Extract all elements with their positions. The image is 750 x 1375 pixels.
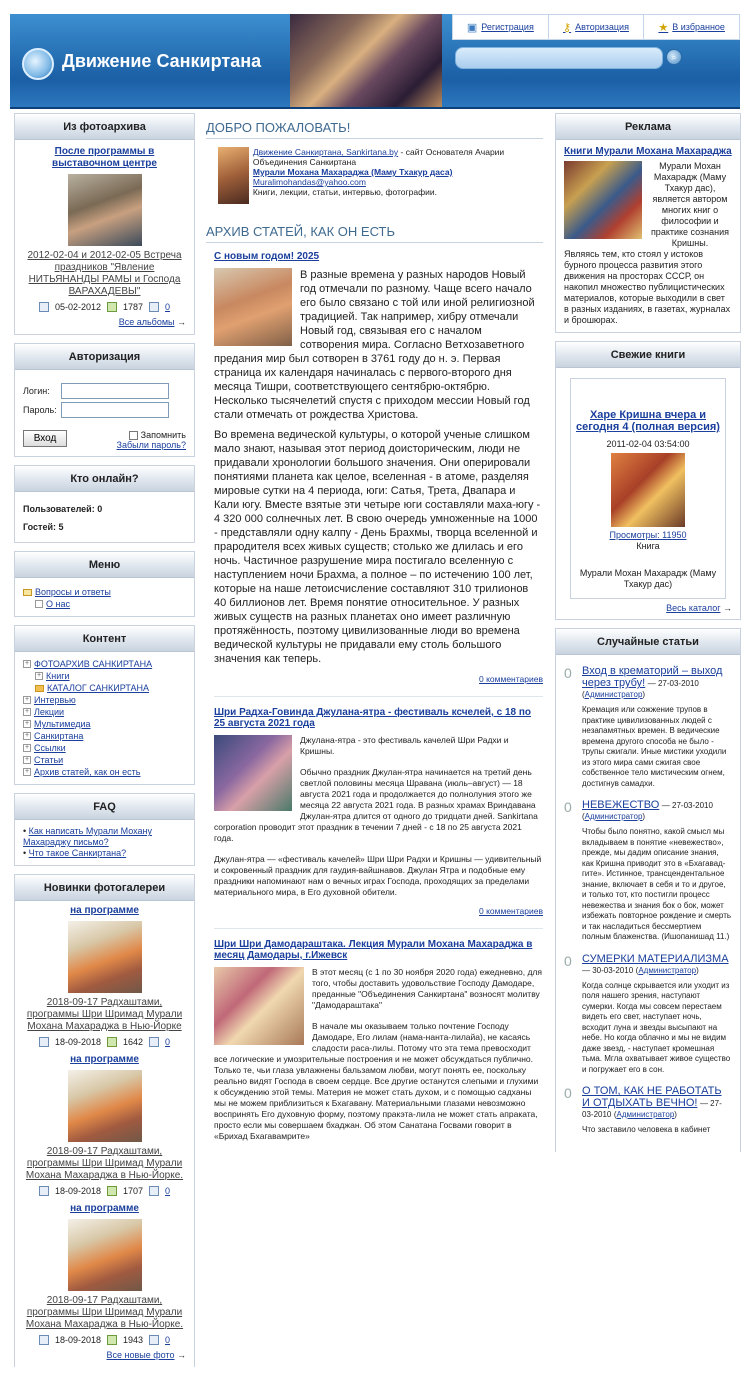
key-icon: ⚷ <box>563 21 572 34</box>
menu-item-faq[interactable]: Вопросы и ответы <box>35 587 111 598</box>
gallery-caption[interactable]: 2018-09-17 Радхаштами, программы Шри Шримад Мурали Мохана Махараджа в Нью-Йорке. <box>25 1146 184 1182</box>
views-icon <box>107 1037 117 1047</box>
article <box>214 939 543 1142</box>
site-title[interactable]: Движение Санкиртана <box>62 51 262 71</box>
online-guests: Гостей: 5 <box>23 522 64 533</box>
book-date: 2011-02-04 03:54:00 <box>606 439 690 449</box>
article-text: Джулан-ятра — «фестиваль качелей» Шри Шри Радхи и Кришны — удивительный и сокровенный праздник для гаудия-вайшнавов. Джулан Ятра и подобные ему праздники напоминают нам о вечных играх Господа, проходящих за пределами материального мира, в Его духовной обители. <box>214 854 542 897</box>
book-author: Мурали Мохан Махарадж (Маму Тхакур дас) <box>579 568 717 589</box>
expand-icon[interactable]: + <box>36 672 42 680</box>
site-desc: - сайт Основателя Ачарии Объединения Санкиртана <box>252 147 505 167</box>
books-ad-image[interactable] <box>564 161 642 239</box>
forgot-password-link[interactable]: Забыли пароль? <box>116 440 186 451</box>
photo-archive-box: Из фотоархива После программы в выставочном центре 2012-02-04 и 2012-02-05 Встреча праздников "Явление НИТЬЯНАНДЫ РАМЫ и Господа ВАРАХАДЕВЫ" 05-02-2012 1787 0 Все альбомы → <box>14 113 195 335</box>
views-icon <box>107 1186 117 1196</box>
author-link[interactable]: Администратор <box>616 1110 675 1119</box>
password-input[interactable] <box>61 402 169 418</box>
site-header <box>10 14 740 109</box>
author-link[interactable]: Администратор <box>584 812 643 821</box>
expand-icon[interactable]: + <box>24 732 30 740</box>
header-links <box>452 14 740 40</box>
random-article-summary: Когда солнце скрывается или уходит из поля нашего зрения, наступают сумерки. Когда мы совсем перестаем видеть его свет, наступает ночь, всходит луна и звезды высыпают на небе. Но когда облачно и мы не видим даже звезд, - наступает кромешная тьма. Мгла охватывает живое существо и погружает его в сон. <box>582 980 731 1074</box>
online-title: Кто онлайн? <box>15 466 194 492</box>
article-image <box>214 268 292 346</box>
expand-icon[interactable]: + <box>24 744 30 752</box>
gallery-item: на программе 2018-09-17 Радхаштами, программы Шри Шримад Мурали Мохана Махараджа в Нью-Йорке 18-09-2018 1642 0 <box>23 905 186 1048</box>
gallery-link[interactable]: на программе <box>70 905 139 917</box>
gallery-item: на программе 2018-09-17 Радхаштами, программы Шри Шримад Мурали Мохана Махараджа в Нью-Йорке. 18-09-2018 1943 0 <box>23 1203 186 1346</box>
gallery-caption[interactable]: 2018-09-17 Радхаштами, программы Шри Шримад Мурали Мохана Махараджа в Нью-Йорке. <box>25 1295 184 1331</box>
search-input[interactable] <box>455 47 663 69</box>
gallery-photo[interactable] <box>68 1219 142 1291</box>
photo-archive-title: Из фотоархива <box>15 114 194 140</box>
content-box <box>14 625 195 785</box>
all-albums-link[interactable]: Все альбомы <box>118 317 175 327</box>
gallery-item: на программе 2018-09-17 Радхаштами, программы Шри Шримад Мурали Мохана Махараджа в Нью-Йорке. 18-09-2018 1707 0 <box>23 1054 186 1197</box>
expand-icon[interactable]: + <box>24 696 30 704</box>
search-icon: ⌕ <box>671 52 677 62</box>
faq-item[interactable]: Что такое Санкиртана? <box>28 848 127 859</box>
rating-count: 0 <box>564 799 572 815</box>
random-article: 0 Вход в крематорий – выход через трубу! — 27-03-2010 (Администратор) Кремация или сожжение трупов в практике цивилизованных людей с незапамятных времен. В ведические времена другого способа не было - трупы сжигали. Иные мистики уходили из этого мира сами сжигая свое собственное тело мистическим огнем, достигнув самадхи. <box>564 665 732 789</box>
article <box>214 251 543 684</box>
content-item-sankirtana[interactable]: Санкиртана <box>34 731 84 742</box>
book-views[interactable]: Просмотры: 11950 <box>609 530 687 540</box>
ads-body: Являясь тем, кто стоял у истоков бурного процесса развития этого движения на просторах СССР, он накопил множество публицистических материалов, которые выходили в свет в разных изданиях, в газетах, журналах и брошюрах. <box>564 249 731 325</box>
content-item-catalog[interactable]: КАТАЛОГ САНКИРТАНА <box>47 683 150 694</box>
star-icon: ★ <box>658 21 669 34</box>
search-button[interactable] <box>666 49 682 65</box>
random-article-title[interactable]: Вход в крематорий – выход через трубу! <box>582 665 723 689</box>
divider <box>214 696 543 697</box>
calendar-icon <box>39 302 49 312</box>
random-article-title[interactable]: О ТОМ, КАК НЕ РАБОТАТЬ И ОТДЫХАТЬ ВЕЧНО! <box>582 1085 722 1109</box>
article-image <box>214 735 292 811</box>
login-link[interactable]: ⚷ Авторизация <box>549 15 645 39</box>
album-link[interactable]: После программы в выставочном центре <box>52 146 157 169</box>
content-item-links[interactable]: Ссылки <box>34 743 66 754</box>
content-item-multimedia[interactable]: Мультимедиа <box>34 719 91 730</box>
header-top-strip <box>0 0 750 14</box>
faq-box: FAQ • Как написать Мурали Мохану Махараджу письмо? • Что такое Санкиртана? <box>14 793 195 866</box>
article-text: Обычно праздник Джулан-ятра начинается на третий день светлой половины месяца Шравана (июль–август) — 18 августа 2021 года и продолжается до полнолуния этого же месяца 22 августа 2021 года. В разных храмах Вриндавана Джулан-ятра длится от одного до тридцати дней. Sankirtana corporation проводит этот праздник в течении 7 дней - с 18 по 25 августа 2021 года. <box>214 767 538 843</box>
views-icon <box>107 1335 117 1345</box>
expand-icon[interactable]: + <box>24 756 30 764</box>
gallery-box: Новинки фотогалереи на программе 2018-09-17 Радхаштами, программы Шри Шримад Мурали Мохана Махараджа в Нью-Йорке 18-09-2018 1642 0 на программе 2018-09-17 Радхаштами, программы Шри Шримад Мурали Мохана Махараджа в Нью-Йорке. 18-09-2018 1707 0 на программе 2018-09-17 Радхаштами, программы Шри Шримад Мурали Мохана Махараджа в Нью-Йорке. 18-09-2018 1943 0 Все новые фото → <box>14 874 195 1367</box>
online-box <box>14 465 195 543</box>
remember-checkbox[interactable] <box>129 431 138 440</box>
article <box>214 707 543 916</box>
content-item-lectures[interactable]: Лекции <box>34 707 65 718</box>
article-text: В этот месяц (с 1 по 30 ноября 2020 года) ежедневно, для того, чтобы доставить удовольствие Господу Дамодаре, преданные "Объединения Санкиртана" возносят молитву "Дамодараштака" <box>312 967 542 1010</box>
faq-icon <box>23 589 32 596</box>
password-label: Пароль: <box>23 405 57 415</box>
new-books-title: Свежие книги <box>556 342 740 368</box>
gallery-caption[interactable]: 2018-09-17 Радхаштами, программы Шри Шримад Мурали Мохана Махараджа в Нью-Йорке <box>26 997 183 1033</box>
globe-logo-icon[interactable] <box>22 48 54 80</box>
expand-icon[interactable]: + <box>24 768 30 776</box>
menu-title: Меню <box>15 552 194 578</box>
comments-link[interactable]: 0 комментариев <box>479 674 543 684</box>
main-content <box>206 120 543 1142</box>
gallery-photo[interactable] <box>68 921 142 993</box>
book-card <box>570 378 726 599</box>
register-link[interactable]: ▣ Регистрация <box>453 15 549 39</box>
views-icon <box>107 302 117 312</box>
random-article-summary: Что заставило человека в кабинет <box>582 1125 711 1134</box>
random-articles-title: Случайные статьи <box>556 629 740 655</box>
online-users: Пользователей: 0 <box>23 504 103 515</box>
ads-side-text: Мурали Мохан Махарадж (Маму Тхакур дас), является автором многих книг о философии и практике сознания Кришны. <box>650 161 730 248</box>
articles-list <box>206 251 543 1142</box>
article-text: В разные времена у разных народов Новый год отмечали по разному. Чаще всего начало его было связано с той или иной религиозной традицией. Так например, хибру отмечали Новый год, связывая его с началом сотворения мира. Согласно Ветхозаветного предания мир был сотворен в 3761 году до н. э. Первая страница их календаря начиналась с первого-второго дня месяца Тишри, соответствующего сентябрю-октябрю. Несколько тысячелетий спустя с приходом мессии Новый год стали отмечать от рождества Христова. <box>214 269 535 421</box>
expand-icon[interactable]: + <box>24 708 30 716</box>
right-sidebar <box>555 113 741 1160</box>
rating-count: 0 <box>564 665 572 681</box>
expand-icon[interactable]: + <box>24 660 30 668</box>
calendar-icon <box>39 1335 49 1345</box>
article-image <box>214 967 304 1045</box>
content-item-books[interactable]: Книги <box>46 671 70 682</box>
album-caption[interactable]: 2012-02-04 и 2012-02-05 Встреча праздников "Явление НИТЬЯНАНДЫ РАМЫ и Господа ВАРАХАДЕВЫ" <box>27 250 182 297</box>
topics-text: Книги, лекции, статьи, интервью, фотографии. <box>252 187 437 197</box>
founder-photo <box>218 147 249 204</box>
rating-count: 0 <box>564 1085 572 1101</box>
comments-icon <box>149 1335 159 1345</box>
auth-title: Авторизация <box>15 344 194 370</box>
site-link[interactable]: Движение Санкиртана, Sankirtana.by <box>252 147 399 157</box>
comments-icon <box>149 1037 159 1047</box>
faq-item[interactable]: Как написать Мурали Мохану Махараджу письмо? <box>23 826 153 848</box>
menu-item-about[interactable]: О нас <box>46 599 70 610</box>
all-new-photos-link[interactable]: Все новые фото <box>106 1350 175 1361</box>
book-cover[interactable] <box>611 453 685 527</box>
page-icon <box>35 600 43 608</box>
calendar-icon <box>39 1037 49 1047</box>
comments-link[interactable]: 0 комментариев <box>479 906 543 916</box>
random-article: 0 НЕВЕЖЕСТВО — 27-03-2010 (Администратор) Чтобы было понятно, какой смысл мы вкладываем в понятие «невежество», прежде, мы дадим описание знания, как Кришна приводит это в «Бхагавад-гите». Истинное, трансцендентальное знание, включает в себя и то и другое, и только тот, кто постигли процесс невежества и знания бок о бок, может избежать повторное рождение и смерть и так насладиться бессмертием полным блаженства. (Ишопанишад 11.) <box>564 799 732 941</box>
full-catalog-link[interactable]: Весь каталог <box>666 603 721 613</box>
welcome-title: ДОБРО ПОЖАЛОВАТЬ! <box>206 120 543 139</box>
content-item-archive[interactable]: Архив статей, как он есть <box>34 767 141 778</box>
author-link[interactable]: Администратор <box>638 965 697 975</box>
random-article: 0 СУМЕРКИ МАТЕРИАЛИЗМА — 30-03-2010 (Администратор) Когда солнце скрывается или уходит из поля нашего зрения, наступают сумерки. Когда мы совсем перестаем видеть его свет, наступает ночь, всходит луна и звезды высыпают на небе. Но когда облачно и мы не видим даже звезд, - наступает кромешная тьма. Мгла охватывает живое существо и погружает его в сон. <box>564 952 731 1074</box>
comments-icon <box>149 1186 159 1196</box>
article-title[interactable]: С новым годом! 2025 <box>214 251 320 262</box>
email-link[interactable]: Muralimohandas@yahoo.com <box>252 177 366 187</box>
gallery-title: Новинки фотогалереи <box>15 875 194 901</box>
random-article: 0 О ТОМ, КАК НЕ РАБОТАТЬ И ОТДЫХАТЬ ВЕЧНО! — 27-03-2010 (Администратор) Что заставило человека в кабинет <box>564 1085 732 1136</box>
content-title: Контент <box>15 626 194 652</box>
album-meta: 05-02-2012 1787 0 <box>23 301 186 313</box>
content-item-photoarchive[interactable]: ФОТОАРХИВ САНКИРТАНА <box>34 659 153 670</box>
article-text: В начале мы оказываем только почтение Господу Дамодаре, Его лилам (нама-нанта-лилайа), не касаясь сладости раса-лилы. Потому что эта тема превосходит все логические и умозрительные построения и не может обсуждаться публично. Только те, чьи глаза увлажнены бальзамом любви, могут понять ее, поскольку реально видят Господа в своем сердце. Все другие останутся слепыми и глухими к обсуждению этой темы. Материя не может стать духом, и с помощью садханы мы не можем приблизиться к Бхагавану. Материальными глазами невозможно воспринять Его духовную форму, поэтому пракэта-лила не может стать апраката, просто если мы совершаем бхаджан. Об этом Санатана Госвами говорит в «Брихад Бхагавамрите» <box>214 1021 539 1141</box>
login-input[interactable] <box>61 383 169 399</box>
article-title[interactable]: Шри Шри Дамодараштака. Лекция Мурали Мохана Махараджа в месяц Дамодары, г.Ижевск <box>214 939 533 961</box>
random-article-summary: Чтобы было понятно, какой смысл мы вкладываем в понятие «невежество», прежде, мы дадим описание знания, как Кришна приводит это в «Бхагавад-гите». Истинное, трансцендентальное знание, включает в себя и то и другое, и только тот, кто постигли процесс невежества и знания бок о бок, может избежать повторное рождение и смерть и так насладиться бессмертием полным блаженства. (Ишопанишад 11.) <box>582 827 732 941</box>
book-title[interactable]: Харе Кришна вчера и сегодня 4 (полная версия) <box>576 409 720 433</box>
album-photo[interactable] <box>68 174 142 246</box>
archive-title: АРХИВ СТАТЕЙ, КАК ОН ЕСТЬ <box>206 224 543 243</box>
new-books-box: Свежие книги Харе Кришна вчера и сегодня 4 (полная версия) 2011-02-04 03:54:00 Просмотры: 11950 Книга Мурали Мохан Махарадж (Маму Тхакур дас) Весь каталог → <box>555 341 741 620</box>
faq-title: FAQ <box>15 794 194 820</box>
content-item-articles[interactable]: Статьи <box>34 755 64 766</box>
remember-label: Запомнить <box>140 430 186 440</box>
login-button[interactable]: Вход <box>23 430 67 447</box>
gallery-photo[interactable] <box>68 1070 142 1142</box>
expand-icon[interactable]: + <box>24 720 30 728</box>
gallery-link[interactable]: на программе <box>70 1054 139 1066</box>
content-item-interviews[interactable]: Интервью <box>34 695 76 706</box>
random-article-title[interactable]: НЕВЕЖЕСТВО <box>582 799 660 811</box>
random-articles-box <box>555 628 741 1152</box>
left-sidebar <box>14 113 195 1375</box>
comments-icon <box>149 302 159 312</box>
register-icon: ▣ <box>466 21 478 34</box>
random-article-summary: Кремация или сожжение трупов в практике цивилизованных людей с незапамятных времен. В ведические времена другого способа не было - трупы сжигали. Иные мистики уходили из этого мира сами сжигая свое собственное тело мистическим огнем, достигнув самадхи. <box>582 705 727 788</box>
book-type: Книга <box>636 541 660 551</box>
article-text: Джулана-ятра - это фестиваль качелей Шри Радхи и Кришны. <box>300 735 509 756</box>
welcome-block <box>218 147 543 204</box>
menu-box <box>14 551 195 617</box>
ads-title: Реклама <box>556 114 740 140</box>
ads-box <box>555 113 741 333</box>
random-article-title[interactable]: СУМЕРКИ МАТЕРИАЛИЗМА <box>582 952 729 965</box>
calendar-icon <box>39 1186 49 1196</box>
favorites-link[interactable]: ★ В избранное <box>658 21 725 34</box>
auth-box <box>14 343 195 457</box>
author-link[interactable]: Администратор <box>584 690 643 699</box>
gallery-link[interactable]: на программе <box>70 1203 139 1215</box>
login-label: Логин: <box>23 386 50 396</box>
article-title[interactable]: Шри Радха-Говинда Джулана-ятра - фестиваль ксчелей, с 18 по 25 августа 2021 года <box>214 707 531 729</box>
article-text: Во времена ведической культуры, о которой ученые слишком мало знают, называя этот период доисторическим, люди не придавали хронологии большого значения. Они оперировали понятиями планета как целое, вселенная - в атоме, разделяя мировые сутки на 4 периода, юги: Сатья, Трета, Двапара и Кали югу. Вместе взятые эти четыре юги составляли маха-югу - 4 320 000 солнечных лет. В свою очередь умноженные на 1000 - представляли одну калпу - День Брахмы, творца вселенной и прародителя всех живых существ; столько же длилась и его ночь. Частичное разрушение мира постигало вселенную с наступлением ночи Брахма, а полное – по истечению 100 лет, которые на наше летоисчисление составляют 310 трилионов 40 биллионов лет. Время понятие относительное. У разных живых существ на разных планетах оно имеет различную протяжённость, поэтому цивилизованные люди во времена ведической культуры не придавали ему столь большого значения как теперь. <box>214 429 541 665</box>
divider <box>214 928 543 929</box>
header-banner-photo <box>290 14 442 109</box>
rating-count: 0 <box>564 952 572 969</box>
folder-icon <box>35 685 44 692</box>
ads-link[interactable]: Книги Мурали Мохана Махараджа <box>564 146 732 157</box>
author-link[interactable]: Мурали Мохана Махараджа (Маму Тхакур даса) <box>252 167 453 177</box>
